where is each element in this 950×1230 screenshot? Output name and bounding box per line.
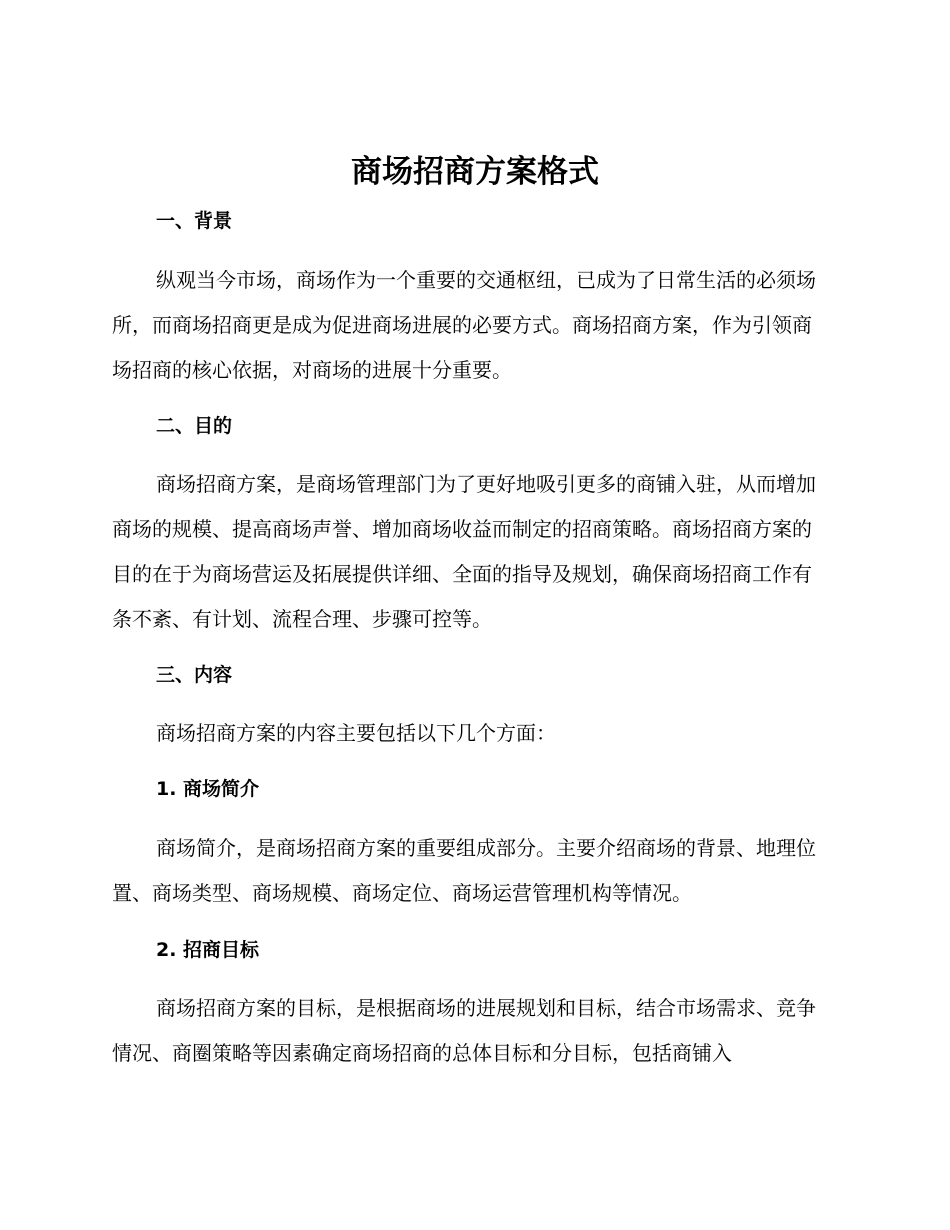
section-paragraph-content: 商场招商方案的内容主要包括以下几个方面： (156, 721, 556, 745)
page-title: 商场招商方案格式 (351, 154, 599, 190)
section-heading-background: 一、背景 (156, 210, 233, 232)
section-paragraph-purpose: 商场招商方案，是商场管理部门为了更好地吸引更多的商铺入驻，从而增加商场的规模、提高商场声誉、增加商场收益而制定的招商策略。商场招商方案的目的在于为商场营运及拓展提供详细、全面的指导及规划，确保商场招商工作有条不紊、有计划、流程合理、步骤可控等。 (112, 472, 816, 631)
section-paragraph-targets: 商场招商方案的目标，是根据商场的进展规划和目标，结合市场需求、竞争情况、商圈策略等因素确定商场招商的总体目标和分目标，包括商铺入 (112, 996, 816, 1065)
section-heading-content: 三、内容 (156, 664, 233, 686)
section-paragraph-background: 纵观当今市场，商场作为一个重要的交通枢纽，已成为了日常生活的必须场所，而商场招商更是成为促进商场进展的必要方式。商场招商方案，作为引领商场招商的核心依据，对商场的进展十分重要。 (112, 268, 816, 382)
section-heading-mall-intro: 1. 商场简介 (156, 778, 260, 800)
section-heading-purpose: 二、目的 (156, 415, 233, 437)
section-paragraph-mall-intro: 商场简介，是商场招商方案的重要组成部分。主要介绍商场的背景、地理位置、商场类型、商场规模、商场定位、商场运营管理机构等情况。 (112, 836, 816, 905)
section-heading-targets: 2. 招商目标 (156, 939, 260, 961)
